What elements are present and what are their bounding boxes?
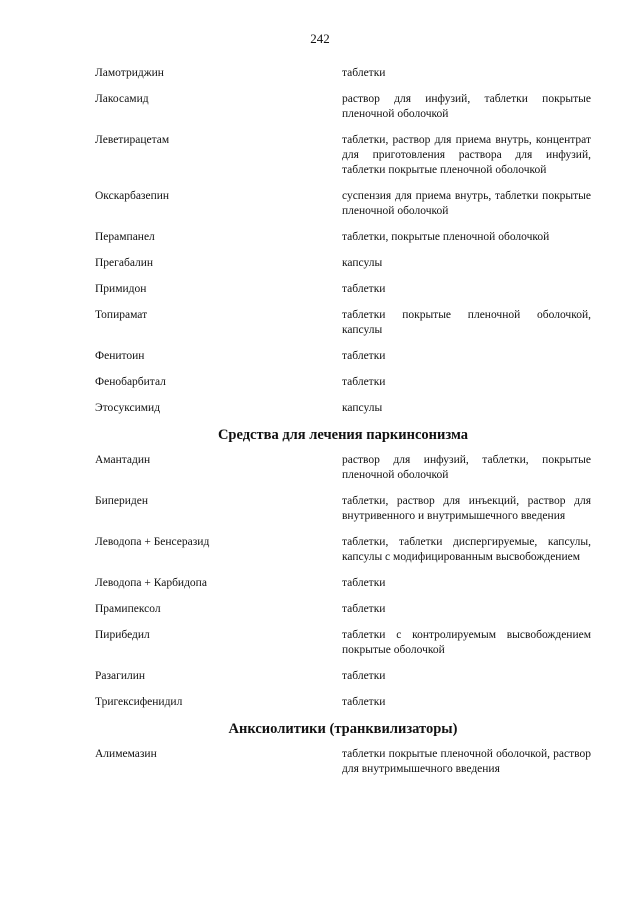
table-row [95, 133, 591, 178]
table-row [95, 401, 591, 416]
table-row [95, 282, 591, 297]
dosage-form: таблетки [342, 67, 386, 79]
dosage-form: таблетки, раствор для приема внутрь, концентрат для приготовления раствора для инфузий, таблетки покрытые пленочной оболочкой [342, 134, 591, 176]
table-row [95, 602, 591, 617]
dosage-form: таблетки покрытые пленочной оболочкой, капсулы [342, 309, 591, 336]
table-row [95, 453, 591, 483]
drug-name: Леводопа + Карбидопа [95, 577, 207, 589]
section-title: Средства для лечения паркинсонизма [217, 427, 469, 443]
dosage-form: таблетки с контролируемым высвобождением покрытые оболочкой [342, 629, 591, 656]
dosage-form: таблетки [342, 696, 386, 708]
drug-name: Прегабалин [95, 257, 154, 269]
drug-name: Бипериден [95, 495, 149, 507]
table-row [95, 230, 591, 245]
table-row [95, 189, 591, 219]
table-row [95, 256, 591, 271]
drug-name: Лакосамид [95, 93, 149, 105]
table-row [95, 576, 591, 591]
table-row [95, 494, 591, 524]
dosage-form: суспензия для приема внутрь, таблетки покрытые пленочной оболочкой [342, 190, 591, 217]
table-row [95, 747, 591, 777]
table-row [95, 308, 591, 338]
dosage-form: таблетки [342, 350, 386, 362]
drug-name: Фенобарбитал [95, 376, 166, 388]
table-row [95, 349, 591, 364]
dosage-form: таблетки, раствор для инъекций, раствор для внутривенного и внутримышечного введения [342, 495, 591, 522]
table-row [95, 92, 591, 122]
dosage-form: таблетки покрытые пленочной оболочкой, раствор для внутримышечного введения [342, 748, 591, 775]
table-row [95, 628, 591, 658]
dosage-form: раствор для инфузий, таблетки покрытые пленочной оболочкой [342, 93, 591, 120]
table-row [95, 375, 591, 390]
page-number: 242 [310, 31, 330, 46]
drug-name: Примидон [95, 283, 147, 295]
drug-name: Прамипексол [95, 603, 161, 615]
dosage-form: таблетки [342, 283, 386, 295]
drug-name: Леветирацетам [95, 134, 170, 146]
drug-name: Этосуксимид [95, 402, 161, 414]
drug-name: Алимемазин [95, 748, 157, 760]
drug-name: Ламотриджин [95, 67, 164, 79]
dosage-form: таблетки [342, 577, 386, 589]
drug-name: Тригексифенидил [95, 696, 183, 708]
drug-name: Пирибедил [95, 629, 150, 641]
drug-name: Амантадин [95, 454, 151, 466]
dosage-form: таблетки [342, 603, 386, 615]
drug-name: Фенитоин [95, 350, 145, 362]
table-row [95, 669, 591, 684]
section-title: Анксиолитики (транквилизаторы) [228, 721, 458, 737]
drug-table [95, 66, 591, 788]
dosage-form: таблетки [342, 376, 386, 388]
drug-name: Леводопа + Бенсеразид [95, 536, 210, 548]
table-row [95, 695, 591, 710]
dosage-form: таблетки, покрытые пленочной оболочкой [342, 231, 550, 243]
dosage-form: таблетки, таблетки диспергируемые, капсулы, капсулы с модифицированным высвобождением [342, 536, 591, 563]
drug-name: Окскарбазепин [95, 190, 170, 202]
dosage-form: капсулы [342, 257, 383, 269]
table-row [95, 66, 591, 81]
drug-name: Перампанел [95, 231, 155, 243]
drug-name: Разагилин [95, 670, 146, 682]
dosage-form: капсулы [342, 402, 383, 414]
drug-name: Топирамат [95, 309, 148, 321]
table-row [95, 535, 591, 565]
dosage-form: таблетки [342, 670, 386, 682]
dosage-form: раствор для инфузий, таблетки, покрытые пленочной оболочкой [342, 454, 591, 481]
